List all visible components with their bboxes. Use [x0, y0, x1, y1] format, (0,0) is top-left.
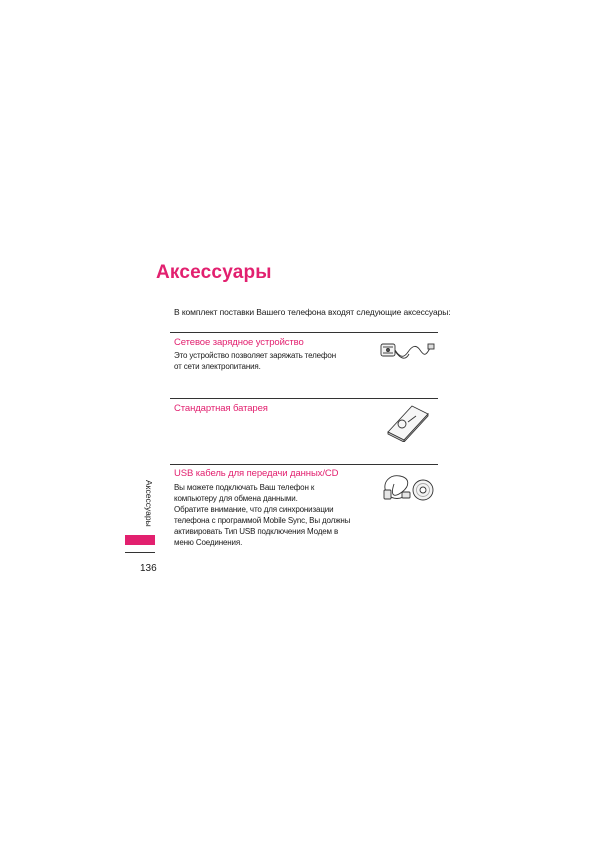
accessory-title-charger: Сетевое зарядное устройство	[174, 337, 304, 348]
section-divider	[170, 398, 438, 399]
section-divider	[170, 464, 438, 465]
description-line: телефона с программой Mobile Sync, Вы должны	[174, 516, 351, 525]
side-tab-marker	[125, 535, 155, 545]
accessory-description-charger	[174, 350, 364, 372]
description-line: Обратите внимание, что для синхронизации	[174, 505, 334, 514]
side-divider	[125, 552, 155, 553]
description-line: активировать Тип USB подключения Модем в	[174, 527, 339, 536]
section-divider	[170, 332, 438, 333]
description-line: компьютеру для обмена данными.	[174, 494, 298, 503]
side-tab-label: Аксессуары	[144, 480, 154, 527]
battery-icon	[384, 402, 432, 442]
intro-text: В комплект поставки Вашего телефона входят следующие аксессуары:	[174, 307, 451, 317]
page-number: 136	[140, 563, 157, 574]
description-line: Вы можете подключать Ваш телефон к	[174, 483, 315, 492]
description-line: меню Соединения.	[174, 538, 243, 547]
page-title: Аксессуары	[156, 262, 272, 283]
accessory-description-usb-cable	[174, 482, 364, 548]
accessory-title-battery: Стандартная батарея	[174, 403, 268, 414]
description-line: от сети электропитания.	[174, 362, 261, 371]
accessory-title-usb-cable: USB кабель для передачи данных/CD	[174, 468, 339, 479]
usb-cable-cd-icon	[380, 470, 436, 504]
description-line: Это устройство позволяет заряжать телефон	[174, 351, 336, 360]
travel-charger-icon	[378, 338, 436, 364]
